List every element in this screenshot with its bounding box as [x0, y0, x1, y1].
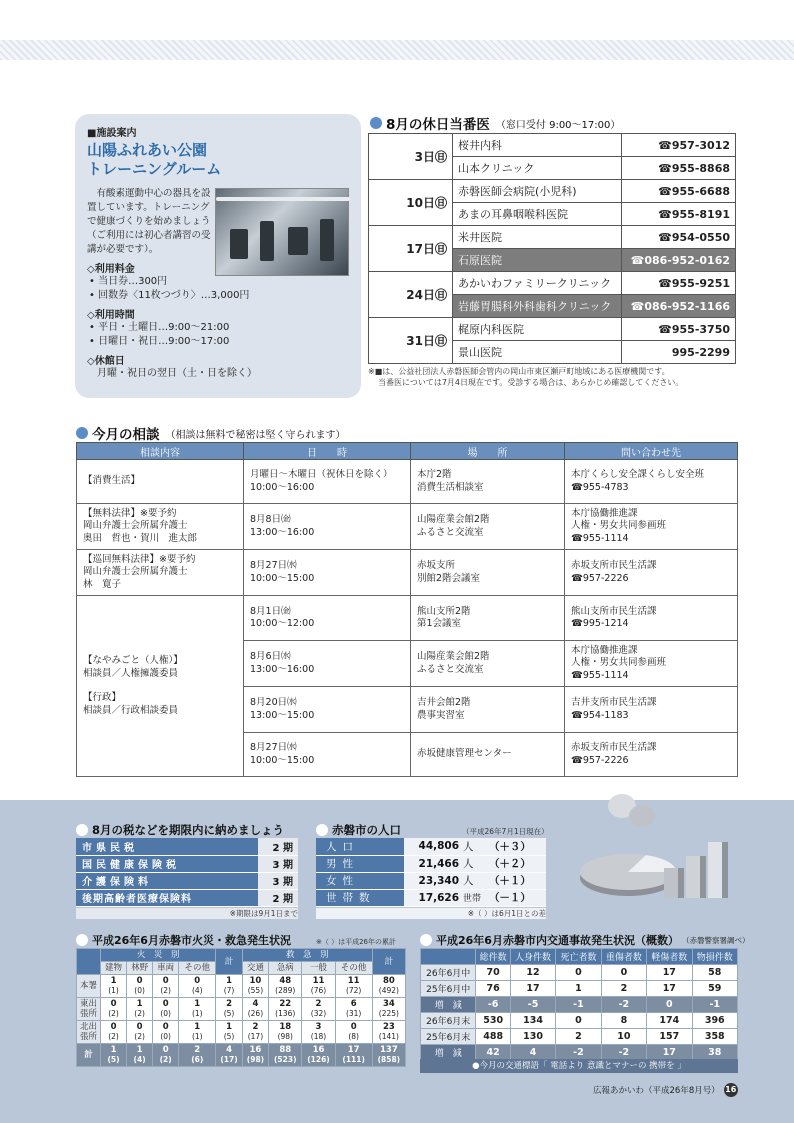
sub-header: 交通 [242, 962, 268, 975]
traffic-cell: 530 [476, 1013, 510, 1029]
traffic-cell: -2 [601, 997, 646, 1013]
clinic-tel: ☎955-8191 [622, 203, 736, 226]
traffic-row [421, 1029, 738, 1045]
fire-area: 北出張所 [77, 1021, 101, 1044]
fire-cell: 4 (17) [216, 1044, 242, 1067]
facility-box [75, 114, 361, 398]
col-header: 物損件数 [692, 949, 737, 965]
tax-table [76, 838, 298, 907]
page-number: 16 [724, 1083, 738, 1097]
traffic-cell: 17 [647, 1045, 692, 1061]
population-table [316, 838, 546, 907]
col-header: 問い合わせ先 [565, 443, 738, 460]
consult-type: 【消費生活】 [77, 460, 244, 504]
clinic-name: 赤磐医師会病院(小児科) [453, 180, 622, 203]
facility-intro: 有酸素運動中心の器具を設置しています。トレーニングで健康づくりを始めましょう（ご利用には初心者講習の受講が必要です）。 [87, 188, 211, 255]
consult-datetime: 8月6日㈬ 13:00～16:00 [244, 641, 411, 687]
traffic-cell: 4 [510, 1045, 555, 1061]
fire-cell: 0 (4) [179, 975, 216, 998]
consult-place: 山陽産業会館2階 ふるさと交流室 [411, 504, 565, 550]
hours-item: • 平日・土曜日…9:00～21:00 [89, 322, 230, 333]
fire-cell: 16 (126) [302, 1044, 335, 1067]
traffic-cell: 174 [647, 1013, 692, 1029]
fire-cell: 0 (2) [127, 1021, 153, 1044]
sub-header: 車両 [153, 962, 179, 975]
traffic-cell: 17 [647, 965, 692, 981]
bullet-dot-icon [316, 824, 328, 836]
col-header: 相談内容 [77, 443, 244, 460]
fire-area: 東出張所 [77, 998, 101, 1021]
traffic-cell: 59 [692, 981, 737, 997]
clinic-name: 桜井内科 [453, 134, 622, 157]
consult-place: 熊山支所2階 第1会議室 [411, 596, 565, 641]
traffic-cell: 2 [601, 981, 646, 997]
clinic-name: 米井医院 [453, 226, 622, 249]
consult-type: 【巡回無料法律】※要予約 岡山弁護士会所属弁護士 林 寛子 [77, 550, 244, 596]
fire-cell: 1 (1) [101, 975, 127, 998]
total-header: 計 [372, 949, 405, 975]
traffic-row [421, 981, 738, 997]
consult-datetime: 8月27日㈬ 10:00～15:00 [244, 733, 411, 777]
consult-place: 山陽産業会館2階 ふるさと交流室 [411, 641, 565, 687]
clinic-tel: ☎955-8868 [622, 157, 736, 180]
traffic-cell: 58 [692, 965, 737, 981]
fee-item: • 当日券…300円 [89, 276, 168, 287]
emergency-group-header: 救 急 別 [242, 949, 372, 962]
fire-cell: 22 (136) [269, 998, 302, 1021]
traffic-cell: 0 [556, 965, 601, 981]
holiday-date: 17日㊐ [369, 226, 453, 272]
consult-place: 赤坂健康管理センター [411, 733, 565, 777]
traffic-cell: 70 [476, 965, 510, 981]
traffic-cell: -5 [510, 997, 555, 1013]
clinic-name: 岩藤胃腸科外科歯科クリニック [453, 295, 622, 318]
holiday-date: 31日㊐ [369, 318, 453, 364]
fire-group-header: 火 災 別 [101, 949, 216, 962]
bullet-dot-icon [420, 934, 432, 946]
facility-label: ■施設案内 [87, 128, 137, 139]
traffic-cell: 0 [556, 1013, 601, 1029]
bullet-dot-icon [370, 117, 382, 129]
facility-title: 山陽ふれあい公園 トレーニングルーム [87, 141, 222, 178]
fire-cell: 18 (98) [269, 1021, 302, 1044]
col-header: 場 所 [411, 443, 565, 460]
fee-heading: ◇利用料金 [87, 264, 135, 275]
pop-diff: （－１） [489, 889, 546, 906]
consult-contact: 本庁くらし安全課くらし安全班 ☎955-4783 [565, 460, 738, 504]
fire-cell: 1 (1) [179, 998, 216, 1021]
traffic-cell: 26年6月末 [421, 1013, 476, 1029]
fire-cell: 6 (31) [335, 998, 372, 1021]
fire-cell: 2 (5) [216, 998, 242, 1021]
header-pattern [0, 40, 794, 60]
traffic-cell: 358 [692, 1029, 737, 1045]
consult-contact: 熊山支所市民生活課 ☎995-1214 [565, 596, 738, 641]
clinic-name: 山本クリニック [453, 157, 622, 180]
fire-row [77, 1021, 406, 1044]
fire-row [77, 975, 406, 998]
fire-cell: 1 (5) [216, 1021, 242, 1044]
fire-cell: 3 (18) [302, 1021, 335, 1044]
traffic-cell: 増 減 [421, 1045, 476, 1061]
tax-period: 3 期 [258, 855, 298, 872]
traffic-cell: 増 減 [421, 997, 476, 1013]
tax-period: 2 期 [258, 889, 298, 906]
clinic-tel: ☎955-6688 [622, 180, 736, 203]
consult-datetime: 8月1日㈮ 10:00～12:00 [244, 596, 411, 641]
population-note: ※（ ）は6月1日との差 [316, 908, 546, 919]
consult-contact: 吉井支所市民生活課 ☎954-1183 [565, 687, 738, 733]
traffic-cell: -1 [692, 997, 737, 1013]
pop-label: 人口 [316, 838, 404, 855]
traffic-cell: -2 [556, 1045, 601, 1061]
fire-cell: 0 (2) [153, 1044, 179, 1067]
traffic-row [421, 965, 738, 981]
closed-text: 月曜・祝日の翌日（土・日を除く） [97, 368, 257, 379]
sub-header: その他 [335, 962, 372, 975]
pop-number: 23,340 [404, 872, 459, 889]
fire-cell: 23 (141) [372, 1021, 405, 1044]
traffic-cell: 130 [510, 1029, 555, 1045]
pop-diff: （＋３） [489, 838, 546, 855]
fire-area: 本署 [77, 975, 101, 998]
holiday-date: 10日㊐ [369, 180, 453, 226]
traffic-slogan: ●今月の交通標語「 電話より 意識とマナーの 携帯を 」 [420, 1059, 738, 1073]
fire-cell: 10 (55) [242, 975, 268, 998]
population-date: （平成26年7月1日現在） [462, 827, 549, 836]
pop-label: 男性 [316, 855, 404, 872]
fire-cell: 2 (17) [242, 1021, 268, 1044]
consult-contact: 赤坂支所市民生活課 ☎957-2226 [565, 733, 738, 777]
consult-contact: 赤坂支所市民生活課 ☎957-2226 [565, 550, 738, 596]
hours-item: • 日曜日・祝日…9:00～17:00 [89, 336, 230, 347]
decorative-chart-graphic [566, 790, 736, 915]
clinic-tel: ☎954-0550 [622, 226, 736, 249]
holiday-title: 8月の休日当番医 （窓口受付 9:00～17:00） [370, 113, 620, 133]
pop-label: 女性 [316, 872, 404, 889]
holiday-table [368, 133, 736, 364]
fire-cell: 4 (26) [242, 998, 268, 1021]
col-header: 総件数 [476, 949, 510, 965]
sub-header: 林野 [127, 962, 153, 975]
fee-item: • 回数券〈11枚つづり〉…3,000円 [89, 290, 250, 301]
total-header: 計 [216, 949, 242, 975]
fire-cell: 11 (72) [335, 975, 372, 998]
fire-cell: 1 (7) [216, 975, 242, 998]
fire-row [77, 998, 406, 1021]
population-title: 赤磐市の人口 [316, 822, 401, 838]
bullet-dot-icon [76, 427, 88, 439]
traffic-cell: 8 [601, 1013, 646, 1029]
consult-datetime: 月曜日～木曜日（祝休日を除く） 10:00～16:00 [244, 460, 411, 504]
fire-cell: 16 (98) [242, 1044, 268, 1067]
col-header: 人身件数 [510, 949, 555, 965]
traffic-cell: -2 [601, 1045, 646, 1061]
traffic-cell: 1 [556, 981, 601, 997]
traffic-cell: 2 [556, 1029, 601, 1045]
bullet-dot-icon [76, 824, 88, 836]
bullet-dot-icon [76, 934, 88, 946]
fire-cell: 11 (76) [302, 975, 335, 998]
traffic-cell: 17 [647, 981, 692, 997]
consult-datetime: 8月8日㈮ 13:00～16:00 [244, 504, 411, 550]
tax-item: 国民健康保険税 [76, 855, 258, 872]
pop-unit: 人 [459, 872, 489, 889]
fire-cell: 1 (1) [179, 1021, 216, 1044]
fire-cell: 2 (32) [302, 998, 335, 1021]
fire-cell: 0 (2) [101, 1021, 127, 1044]
sub-header: 建物 [101, 962, 127, 975]
clinic-name: 石原医院 [453, 249, 622, 272]
fire-cell: 0 (0) [153, 998, 179, 1021]
traffic-cell: 12 [510, 965, 555, 981]
col-header: 重傷者数 [601, 949, 646, 965]
fire-cell: 1 (5) [101, 1044, 127, 1067]
clinic-tel: ☎957-3012 [622, 134, 736, 157]
fire-cell: 34 (225) [372, 998, 405, 1021]
pop-unit: 人 [459, 855, 489, 872]
pop-unit: 人 [459, 838, 489, 855]
fire-cell: 1 (4) [127, 1044, 153, 1067]
fire-area: 計 [77, 1044, 101, 1067]
fire-cell: 0 (2) [153, 975, 179, 998]
tax-item: 市県民税 [76, 838, 258, 855]
hours-heading: ◇利用時間 [87, 310, 135, 321]
fire-cell: 88 (523) [269, 1044, 302, 1067]
traffic-cell: 488 [476, 1029, 510, 1045]
consult-table [76, 442, 738, 777]
traffic-cell: 38 [692, 1045, 737, 1061]
fire-cell: 0 (2) [101, 998, 127, 1021]
fire-cell: 48 (289) [269, 975, 302, 998]
consult-contact: 本庁協働推進課 人権・男女共同参画班 ☎955-1114 [565, 504, 738, 550]
traffic-title: 平成26年6月赤磐市内交通事故発生状況（概数） （赤磐警察署調べ） [420, 932, 749, 948]
col-header: 軽傷者数 [647, 949, 692, 965]
consult-type: 【なやみごと（人権）】 相談員／人権擁護委員 【行政】 相談員／行政相談委員 [77, 596, 244, 777]
col-header [421, 949, 476, 965]
holiday-date: 24日㊐ [369, 272, 453, 318]
clinic-name: 梶原内科医院 [453, 318, 622, 341]
fire-row [77, 1044, 406, 1067]
traffic-cell: 26年6月中 [421, 965, 476, 981]
fire-cell: 0 (0) [127, 975, 153, 998]
tax-note: ※期限は9月1日まで [76, 908, 298, 919]
clinic-tel: ☎086-952-1166 [622, 295, 736, 318]
traffic-cell: 157 [647, 1029, 692, 1045]
clinic-tel: ☎955-3750 [622, 318, 736, 341]
traffic-cell: 25年6月中 [421, 981, 476, 997]
traffic-row [421, 1013, 738, 1029]
col-header: 死亡者数 [556, 949, 601, 965]
traffic-cell: 76 [476, 981, 510, 997]
consult-contact: 本庁協働推進課 人権・男女共同参画班 ☎955-1114 [565, 641, 738, 687]
pop-diff: （＋１） [489, 872, 546, 889]
pop-label: 世帯数 [316, 889, 404, 906]
traffic-cell: 134 [510, 1013, 555, 1029]
consult-title: 今月の相談 （相談は無料で秘密は堅く守られます） [76, 423, 346, 443]
fire-cell: 2 (6) [179, 1044, 216, 1067]
pop-number: 17,626 [404, 889, 459, 906]
traffic-cell: -1 [556, 997, 601, 1013]
fire-cell: 1 (2) [127, 998, 153, 1021]
clinic-name: あまの耳鼻咽喉科医院 [453, 203, 622, 226]
traffic-cell: 25年6月末 [421, 1029, 476, 1045]
traffic-table [420, 948, 738, 1061]
fire-table [76, 948, 406, 1067]
sub-header: その他 [179, 962, 216, 975]
pop-number: 21,466 [404, 855, 459, 872]
clinic-name: 景山医院 [453, 341, 622, 364]
holiday-date: 3日㊐ [369, 134, 453, 180]
pop-number: 44,806 [404, 838, 459, 855]
traffic-cell: -6 [476, 997, 510, 1013]
tax-title: 8月の税などを期限内に納めましょう [76, 822, 284, 838]
traffic-cell: 396 [692, 1013, 737, 1029]
consult-place: 吉井会館2階 農事実習室 [411, 687, 565, 733]
traffic-cell: 10 [601, 1029, 646, 1045]
holiday-note: ※■は、公益社団法人赤磐医師会管内の岡山市東区瀬戸町地域にある医療機関です。 当番医については7月4日現在です。受診する場合は、あらかじめ確認してください。 [368, 367, 684, 387]
traffic-cell: 17 [510, 981, 555, 997]
sub-header: 一般 [302, 962, 335, 975]
traffic-cell: 0 [601, 965, 646, 981]
sub-header: 急病 [269, 962, 302, 975]
footer [593, 1083, 738, 1097]
clinic-tel: ☎955-9251 [622, 272, 736, 295]
col-header: 日 時 [244, 443, 411, 460]
fire-cell: 0 (8) [335, 1021, 372, 1044]
clinic-name: あかいわファミリークリニック [453, 272, 622, 295]
clinic-tel: ☎086-952-0162 [622, 249, 736, 272]
fire-cell: 137 (858) [372, 1044, 405, 1067]
tax-period: 3 期 [258, 872, 298, 889]
fire-cell: 0 (0) [153, 1021, 179, 1044]
consult-place: 赤坂支所 別館2階会議室 [411, 550, 565, 596]
tax-period: 2 期 [258, 838, 298, 855]
tax-item: 後期高齢者医療保険料 [76, 889, 258, 906]
consult-datetime: 8月20日㈬ 13:00～15:00 [244, 687, 411, 733]
tax-item: 介護保険料 [76, 872, 258, 889]
fire-cell: 17 (111) [335, 1044, 372, 1067]
consult-place: 本庁2階 消費生活相談室 [411, 460, 565, 504]
pop-unit: 世帯 [459, 889, 489, 906]
consult-type: 【無料法律】※要予約 岡山弁護士会所属弁護士 奥田 哲也・賀川 進太郎 [77, 504, 244, 550]
footer-text: 広報あかいわ（平成26年8月号） [593, 1086, 720, 1096]
fire-cell: 80 (492) [372, 975, 405, 998]
training-room-photo [215, 188, 349, 276]
fire-note: ※（ ）は平成26年の累計 [316, 938, 396, 946]
traffic-cell: 42 [476, 1045, 510, 1061]
consult-datetime: 8月27日㈬ 10:00～15:00 [244, 550, 411, 596]
clinic-tel: 995-2299 [622, 341, 736, 364]
closed-heading: ◇休館日 [87, 356, 125, 367]
pop-diff: （＋２） [489, 855, 546, 872]
traffic-cell: 0 [647, 997, 692, 1013]
fire-title: 平成26年6月赤磐市火災・救急発生状況 [76, 932, 291, 948]
traffic-row [421, 997, 738, 1013]
